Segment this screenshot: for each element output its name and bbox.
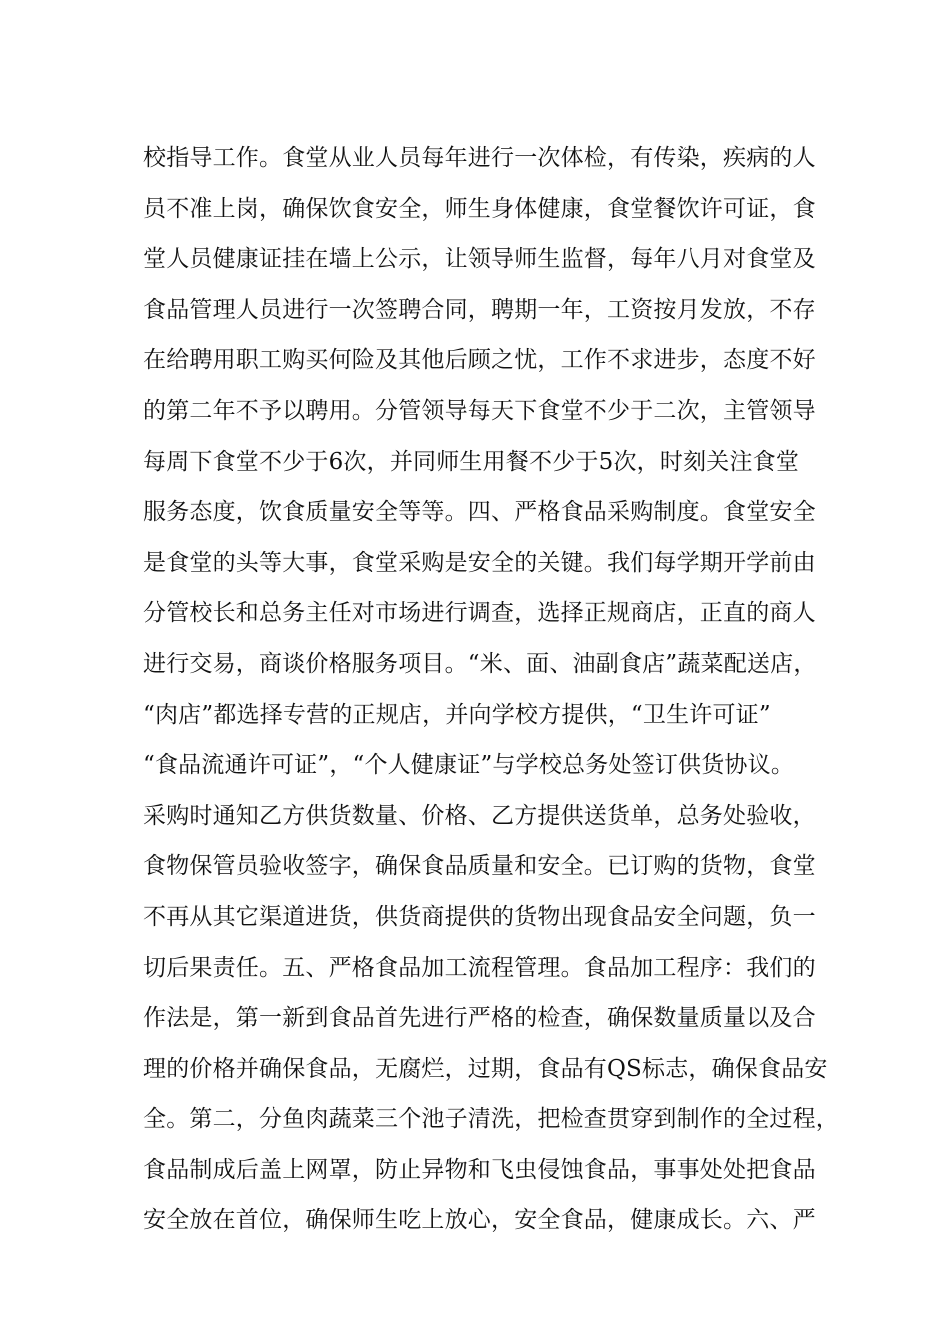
text-line: 员不准上岗，确保饮食安全，师生身体健康，食堂餐饮许可证，食 [143, 195, 816, 222]
text-line: 堂人员健康证挂在墙上公示，让领导师生监督，每年八月对食堂及 [143, 246, 816, 273]
text-line: 校指导工作。食堂从业人员每年进行一次体检，有传染，疾病的人 [143, 145, 816, 171]
text-line: 进行交易，商谈价格服务项目。“米、面、油副食店”蔬菜配送店， [143, 650, 817, 677]
text-line: 食品制成后盖上网罩，防止异物和飞虫侵蚀食品，事事处处把食品 [143, 1156, 816, 1183]
text-line: 安全放在首位，确保师生吃上放心，安全食品，健康成长。六、严 [143, 1207, 816, 1234]
body-text [143, 133, 839, 1246]
text-line: 理的价格并确保食品，无腐烂，过期，食品有QS标志，确保食品安 [143, 1055, 828, 1082]
text-line: 分管校长和总务主任对市场进行调查，选择正规商店，正直的商人 [143, 600, 816, 627]
text-line: “肉店”都选择专营的正规店，并向学校方提供，“卫生许可证” [143, 701, 771, 728]
text-line: 是食堂的头等大事，食堂采购是安全的关键。我们每学期开学前由 [143, 549, 816, 576]
text-line: 切后果责任。五、严格食品加工流程管理。食品加工程序：我们的 [143, 954, 816, 981]
text-line: 不再从其它渠道进货，供货商提供的货物出现食品安全问题，负一 [143, 903, 816, 930]
text-line: “食品流通许可证”，“个人健康证”与学校总务处签订供货协议。 [143, 752, 795, 779]
text-line: 食物保管员验收签字，确保食品质量和安全。已订购的货物，食堂 [143, 853, 816, 880]
text-line: 食品管理人员进行一次签聘合同，聘期一年，工资按月发放，不存 [143, 296, 816, 323]
text-line: 每周下食堂不少于6次，并同师生用餐不少于5次，时刻关注食堂 [143, 448, 800, 475]
text-line: 全。第二，分鱼肉蔬菜三个池子清洗，把检查贯穿到制作的全过程， [143, 1106, 839, 1133]
text-line: 采购时通知乙方供货数量、价格、乙方提供送货单，总务处验收， [143, 802, 816, 829]
text-line: 作法是，第一新到食品首先进行严格的检查，确保数量质量以及合 [143, 1005, 816, 1032]
text-line: 在给聘用职工购买何险及其他后顾之忧，工作不求进步，态度不好 [143, 347, 816, 374]
text-line: 服务态度，饮食质量安全等等。四、严格食品采购制度。食堂安全 [143, 499, 816, 526]
text-line: 的第二年不予以聘用。分管领导每天下食堂不少于二次，主管领导 [143, 397, 816, 424]
